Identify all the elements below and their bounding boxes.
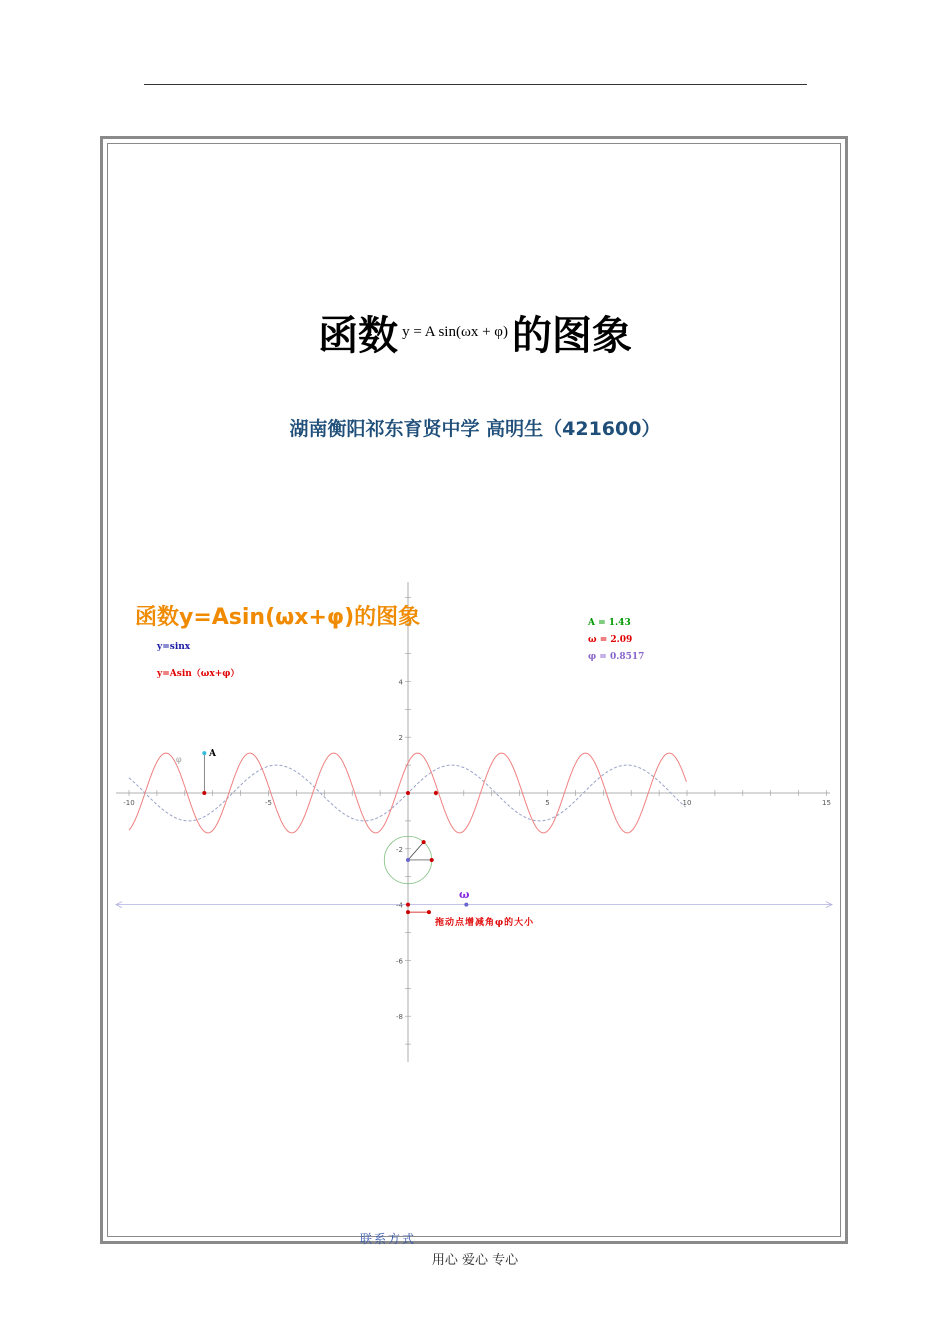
y-tick-label: -2 bbox=[396, 845, 403, 854]
drag-hint: 拖动点增减角φ的大小 bbox=[435, 918, 535, 928]
y-tick-label: 4 bbox=[398, 678, 403, 687]
omega-label: ω bbox=[459, 888, 470, 901]
phase-point bbox=[422, 840, 426, 844]
title-prefix: 函数 bbox=[318, 313, 399, 359]
phase-ref-point bbox=[430, 858, 434, 862]
contact-cut-text: 联系方式 bbox=[360, 1232, 417, 1246]
amplitude-point bbox=[202, 751, 206, 755]
y-tick-label: -6 bbox=[396, 957, 403, 966]
param-omega[interactable]: ω = 2.09 bbox=[588, 635, 633, 645]
legend-asin-label: y=Asin（ωx+φ） bbox=[157, 669, 240, 679]
circle-center-point bbox=[406, 858, 410, 862]
omega-slider-point bbox=[464, 903, 468, 907]
origin-point bbox=[406, 791, 410, 795]
legend-asin bbox=[157, 666, 239, 679]
title-suffix: 的图象 bbox=[511, 313, 632, 359]
y-tick-label: -8 bbox=[396, 1013, 403, 1022]
legend-sinx bbox=[157, 642, 190, 652]
page-footer: 用心 爱心 专心 bbox=[431, 1253, 519, 1268]
param-phi[interactable]: φ = 0.8517 bbox=[588, 652, 645, 662]
phase-radius bbox=[408, 842, 424, 860]
amplitude-base-point bbox=[202, 791, 206, 795]
param-a[interactable]: A = 1.43 bbox=[588, 618, 631, 628]
y-tick-label: 2 bbox=[398, 734, 403, 743]
x-tick-label: -5 bbox=[265, 799, 272, 807]
legend-sinx-label: y=sinx bbox=[157, 642, 191, 652]
drag-point-1 bbox=[406, 903, 410, 907]
title-formula: y = A sin(ωx + φ) bbox=[402, 324, 508, 340]
author-line: 湖南衡阳祁东育贤中学 高明生（421600） bbox=[289, 418, 661, 440]
point-a-label: A bbox=[209, 749, 216, 759]
x-axis-point bbox=[434, 791, 438, 795]
parameter-panel bbox=[588, 615, 644, 666]
y-tick-label: -4 bbox=[396, 901, 403, 910]
phi-label: φ bbox=[176, 755, 182, 764]
graph-title: 函数y=Asin(ωx+φ)的图象 bbox=[135, 605, 421, 630]
x-tick-label: -10 bbox=[123, 799, 135, 807]
x-tick-label: 10 bbox=[682, 799, 692, 807]
x-tick-label: 5 bbox=[545, 799, 550, 807]
x-tick-label: 15 bbox=[822, 799, 831, 807]
